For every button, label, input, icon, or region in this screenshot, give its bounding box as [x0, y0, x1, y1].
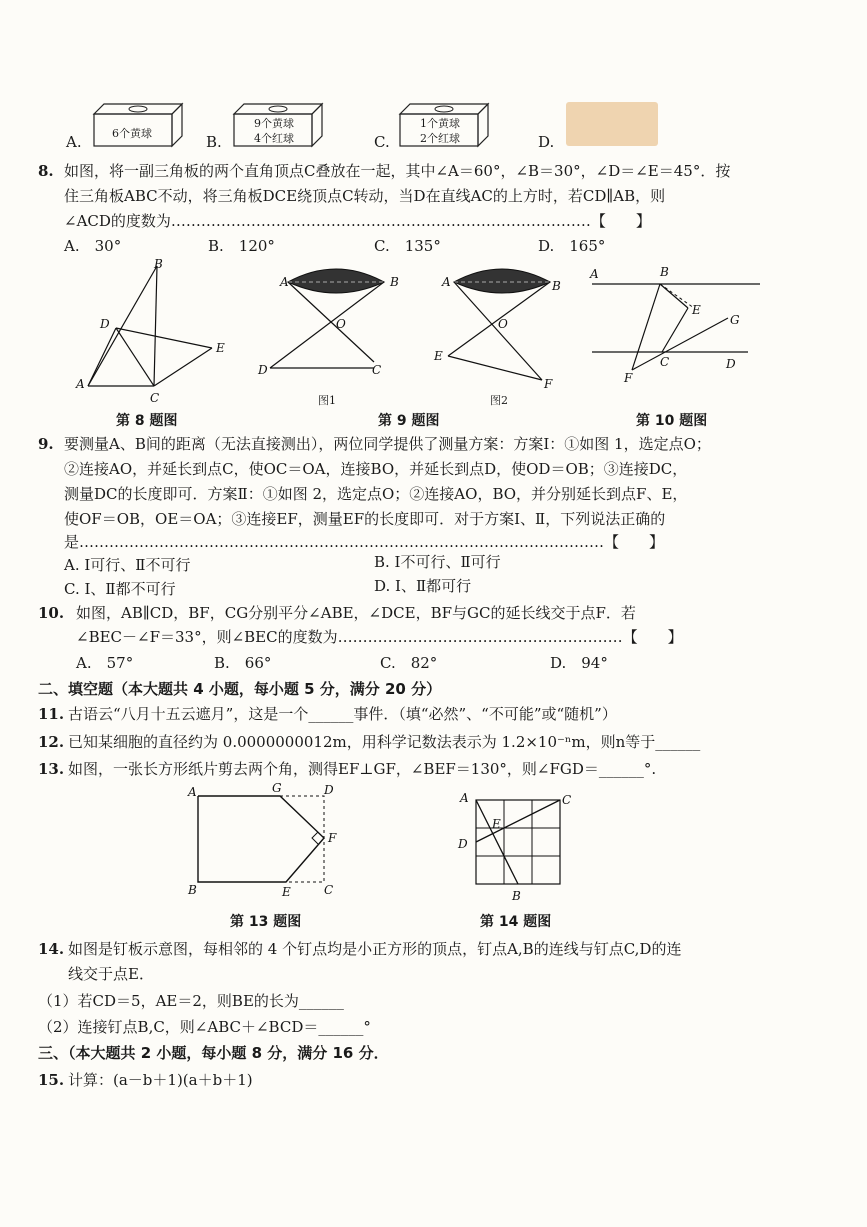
svg-text:D: D	[726, 357, 736, 371]
q12-number: 12.	[38, 733, 65, 751]
figure-8	[70, 256, 240, 406]
section-3-heading: 三、（本大题共 2 小题，每小题 8 分，满分 16 分．	[38, 1044, 389, 1062]
q7-box-a-line1: 6个黄球	[112, 127, 152, 140]
q10-line2: ∠BEC－∠F＝33°，则∠BEC的度数为…………………………………………………【 】	[76, 628, 683, 646]
q14-line2: 线交于点E．	[68, 965, 154, 983]
svg-text:A: A	[76, 377, 85, 391]
svg-text:E: E	[282, 885, 291, 899]
q9-line2: ②连接AO，并延长到点C，使OC＝OA，连接BO，并延长到点D，使OD＝OB；③连接DC，	[64, 460, 688, 478]
q13-text: 如图，一张长方形纸片剪去两个角，测得EF⊥GF，∠BEF＝130°，则∠FGD＝______°.	[68, 760, 657, 778]
q10-number: 10.	[38, 604, 65, 622]
svg-text:B: B	[188, 883, 197, 897]
q8-option-b: B. 120°	[208, 237, 275, 255]
figure-14	[452, 788, 582, 904]
q10-option-a: A. 57°	[76, 654, 134, 672]
q9-option-d: D. Ⅰ、Ⅱ都可行	[374, 577, 472, 595]
q10-option-c: C. 82°	[380, 654, 438, 672]
figure-8-caption: 第 8 题图	[116, 413, 178, 429]
svg-text:F: F	[544, 377, 553, 391]
svg-text:E: E	[492, 817, 501, 831]
q14-number: 14.	[38, 940, 65, 958]
q11-number: 11.	[38, 705, 65, 723]
q15-number: 15.	[38, 1071, 65, 1089]
figure-13	[186, 782, 346, 900]
q9-line5: 是……………………………………………………………………………………………【 】	[64, 533, 665, 551]
q8-option-c: C. 135°	[374, 237, 441, 255]
svg-text:D: D	[258, 363, 268, 377]
svg-text:C: C	[660, 355, 670, 369]
svg-text:B: B	[154, 257, 163, 271]
q7-box-b-line2: 4个红球	[254, 132, 294, 145]
figure-9-diagram-2	[432, 262, 582, 392]
q10-option-b: B. 66°	[214, 654, 272, 672]
svg-text:C: C	[150, 391, 160, 405]
q9-line3: 测量DC的长度即可．方案Ⅱ：①如图 2，选定点O；②连接AO，BO，并分别延长到点F、E，	[64, 485, 688, 503]
svg-text:C: C	[372, 363, 382, 377]
svg-text:A: A	[442, 275, 451, 289]
q13-number: 13.	[38, 760, 65, 778]
svg-text:E: E	[692, 303, 701, 317]
q12-text: 已知某细胞的直径约为 0.0000000012m，用科学记数法表示为 1.2×10⁻ⁿm，则n等于______	[68, 733, 701, 751]
svg-text:A: A	[280, 275, 289, 289]
figure-9-diagram-1	[256, 262, 406, 388]
q7-box-c-line1: 1个黄球	[420, 117, 460, 130]
q10-line1: 如图，AB∥CD，BF，CG分别平分∠ABE，∠DCE，BF与GC的延长线交于点F．若	[76, 604, 636, 622]
svg-text:F: F	[328, 831, 337, 845]
q9-number: 9.	[38, 435, 54, 453]
q8-line3: ∠ACD的度数为…………………………………………………………………………【 】	[64, 212, 651, 230]
figure-9-caption: 第 9 题图	[378, 413, 440, 429]
q8-line2: 住三角板ABC不动，将三角板DCE绕顶点C转动，当D在直线AC的上方时，若CD∥AB，则	[64, 187, 666, 205]
figure-9-sub1-label: 图1	[318, 394, 336, 407]
svg-text:D: D	[458, 837, 468, 851]
q8-option-a: A. 30°	[64, 237, 122, 255]
svg-text:A: A	[188, 785, 197, 799]
svg-text:A: A	[590, 267, 599, 281]
q7-box-c-line2: 2个红球	[420, 132, 460, 145]
q9-option-a: A. Ⅰ可行、Ⅱ不可行	[64, 556, 191, 574]
svg-text:B: B	[552, 279, 561, 293]
q9-line1: 要测量A、B间的距离（无法直接测出），两位同学提供了测量方案：方案Ⅰ：①如图 1，选定点O；	[64, 435, 711, 453]
svg-text:E: E	[216, 341, 225, 355]
q7-option-d-letter: D.	[538, 133, 555, 151]
q14-sub2: （2）连接钉点B,C，则∠ABC＋∠BCD＝______°	[38, 1018, 371, 1036]
figure-13-caption: 第 13 题图	[230, 914, 302, 930]
q8-number: 8.	[38, 162, 54, 180]
q7-box-b-line1: 9个黄球	[254, 117, 294, 130]
q7-option-a-letter: A.	[66, 133, 82, 151]
figure-10-caption: 第 10 题图	[636, 413, 708, 429]
q7-box-d-covered	[566, 102, 658, 146]
svg-text:E: E	[434, 349, 443, 363]
svg-text:B: B	[390, 275, 399, 289]
svg-text:C: C	[562, 793, 572, 807]
svg-text:F: F	[624, 371, 633, 385]
svg-text:D: D	[324, 783, 334, 797]
q7-option-b-letter: B.	[206, 133, 222, 151]
figure-9-sub2-label: 图2	[490, 394, 508, 407]
svg-text:B: B	[512, 889, 521, 903]
svg-text:B: B	[660, 265, 669, 279]
q10-option-d: D. 94°	[550, 654, 608, 672]
q15-text: 计算：(a－b＋1)(a＋b＋1)	[68, 1071, 253, 1089]
q9-option-b: B. Ⅰ不可行、Ⅱ可行	[374, 553, 501, 571]
svg-text:G: G	[730, 313, 740, 327]
svg-text:O: O	[498, 317, 508, 331]
svg-text:D: D	[100, 317, 110, 331]
q9-line4: 使OF＝OB，OE＝OA；③连接EF，测量EF的长度即可．对于方案Ⅰ、Ⅱ，下列说法正确的	[64, 510, 666, 528]
q8-option-d: D. 165°	[538, 237, 606, 255]
q14-line1: 如图是钉板示意图，每相邻的 4 个钉点均是小正方形的顶点，钉点A,B的连线与钉点C,D的连	[68, 940, 682, 958]
svg-text:G: G	[272, 782, 282, 795]
q7-option-c-letter: C.	[374, 133, 390, 151]
q11-text: 古语云“八月十五云遮月”，这是一个______事件．（填“必然”、“不可能”或“随机”）	[68, 705, 617, 723]
q8-line1: 如图，将一副三角板的两个直角顶点C叠放在一起，其中∠A＝60°，∠B＝30°，∠D＝∠E＝45°．按	[64, 162, 731, 180]
figure-14-caption: 第 14 题图	[480, 914, 552, 930]
svg-text:O: O	[336, 317, 346, 331]
figure-10	[588, 262, 764, 386]
q9-option-c: C. Ⅰ、Ⅱ都不可行	[64, 580, 176, 598]
svg-text:C: C	[324, 883, 334, 897]
section-2-heading: 二、填空题（本大题共 4 小题，每小题 5 分，满分 20 分）	[38, 680, 442, 698]
svg-text:A: A	[460, 791, 469, 805]
q14-sub1: （1）若CD＝5，AE＝2，则BE的长为______	[38, 992, 344, 1010]
